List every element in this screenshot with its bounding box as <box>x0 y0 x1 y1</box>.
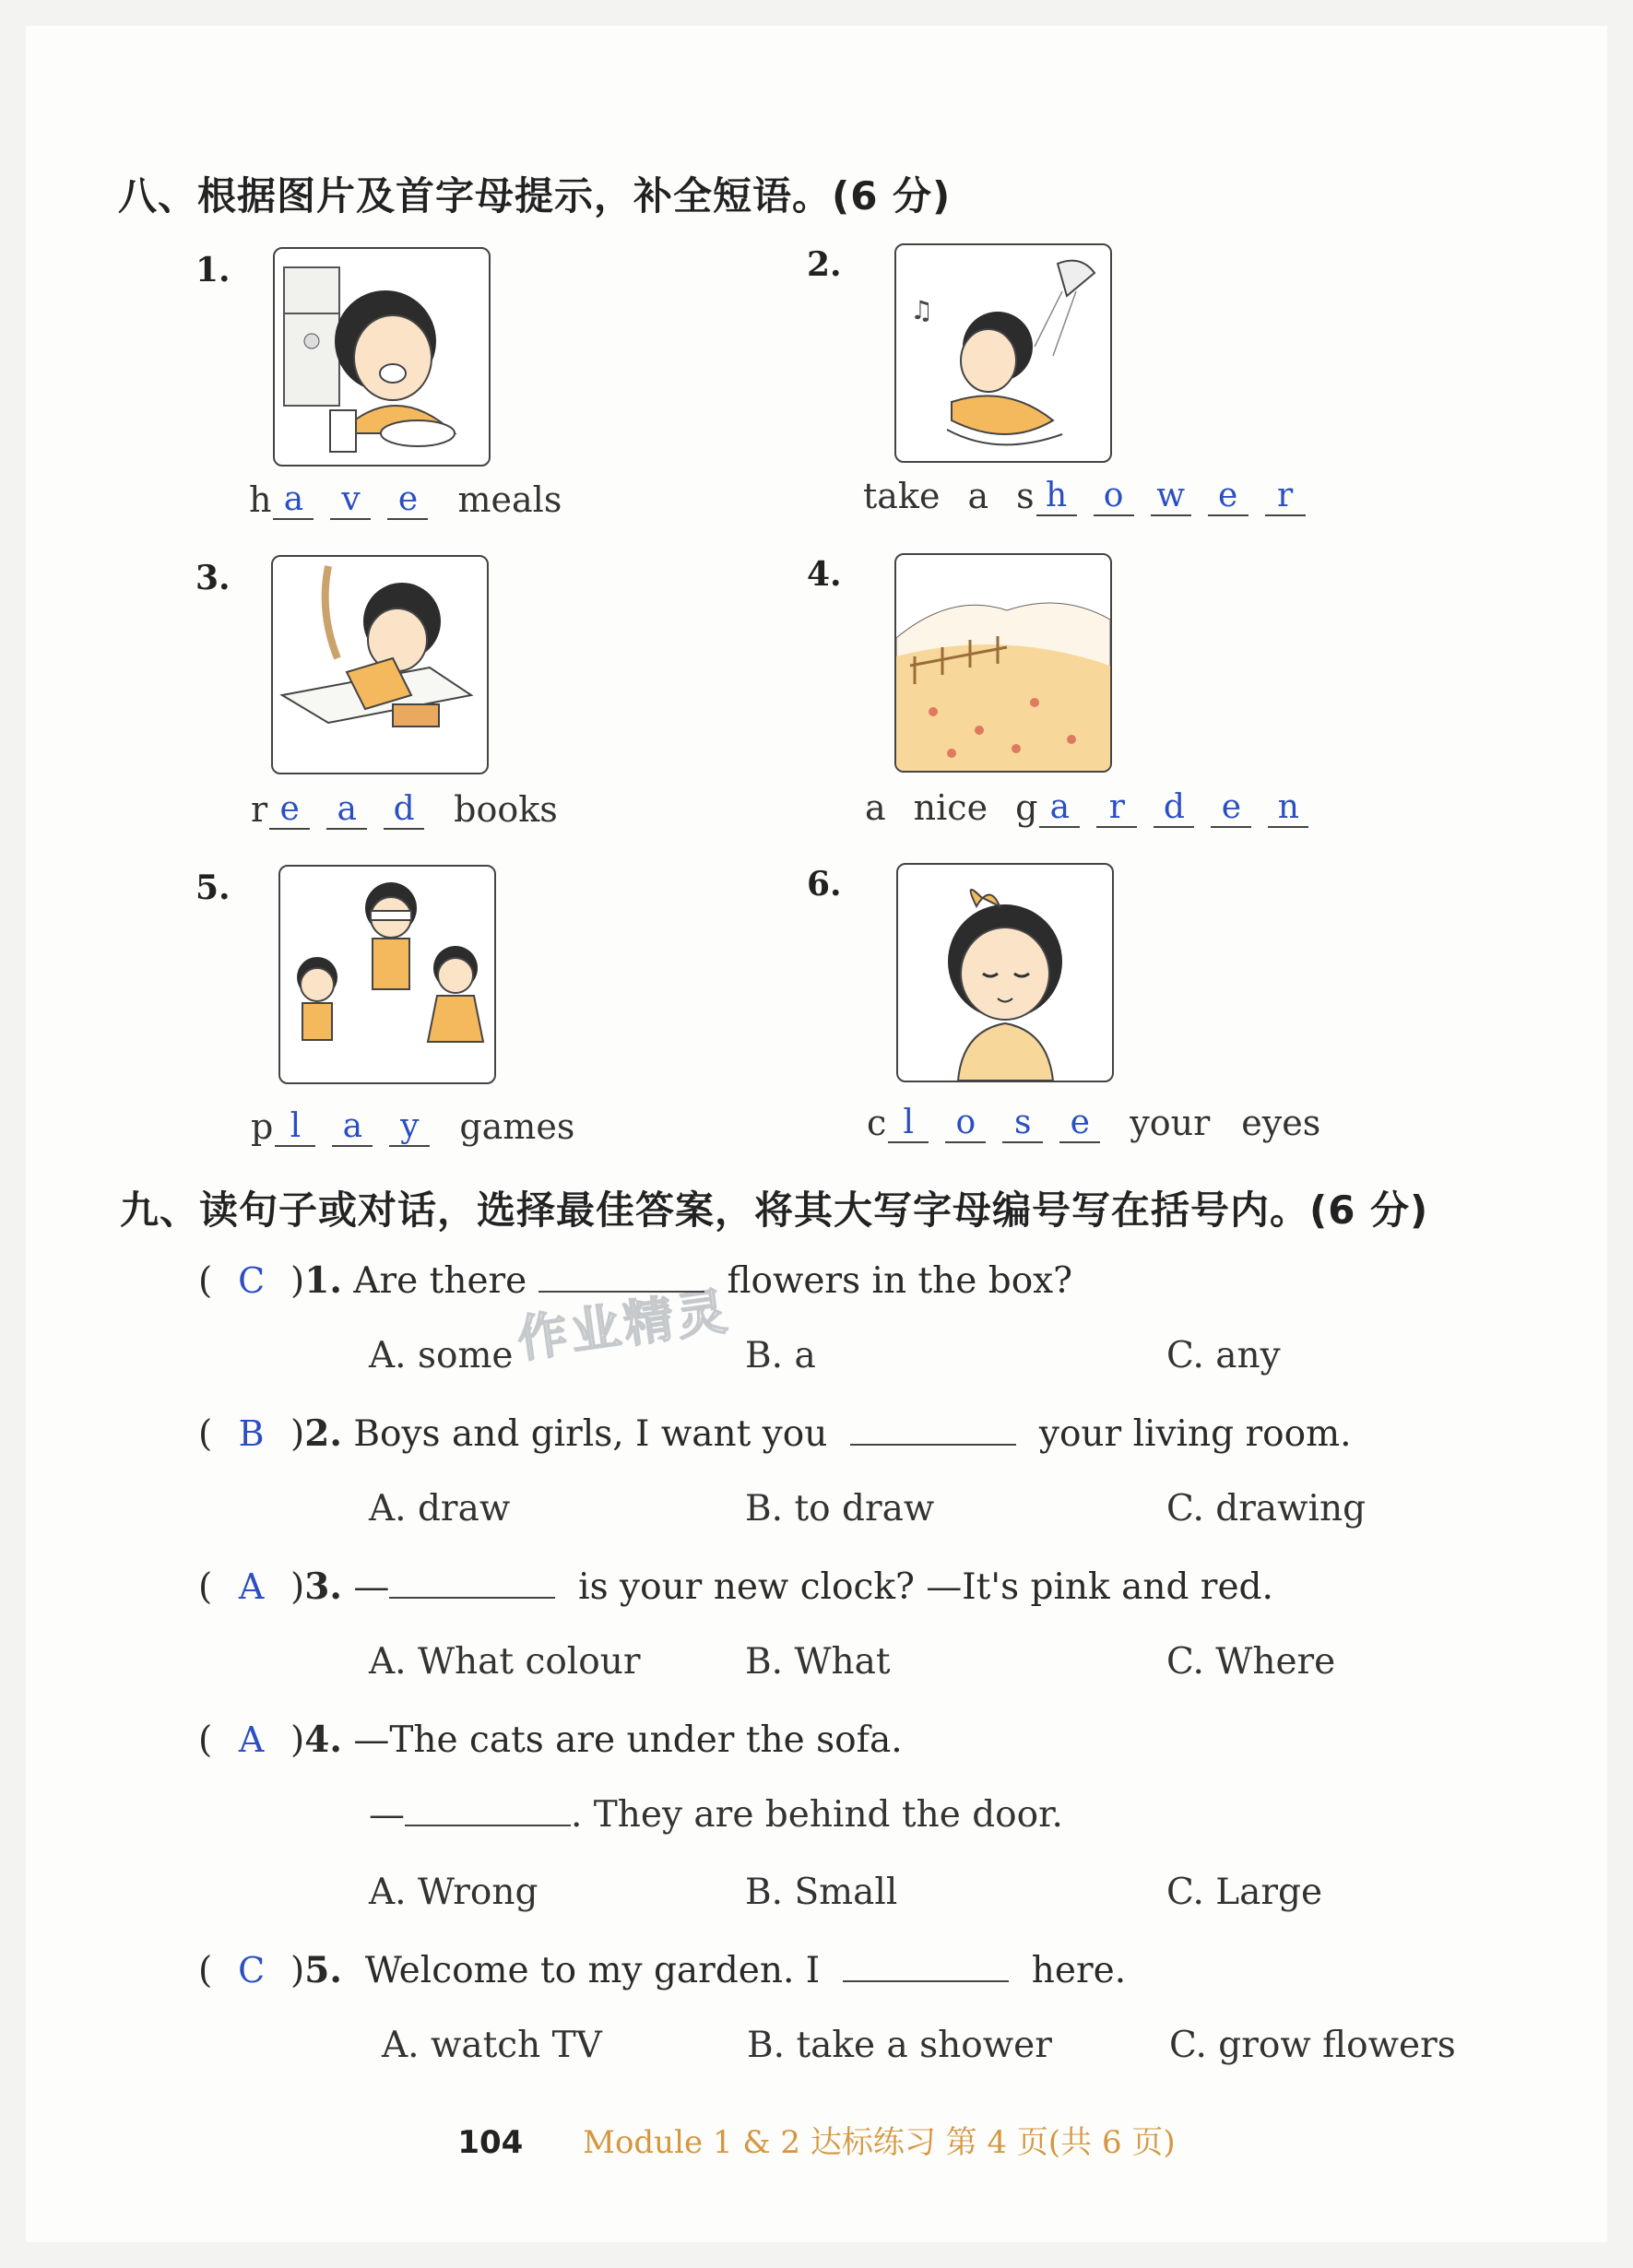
question-2: ( B )2. Boys and girls, I want you your living room. <box>198 1412 1352 1455</box>
answer-blank[interactable] <box>538 1263 704 1293</box>
letter-slot[interactable]: r <box>1096 787 1137 828</box>
picture-eating <box>273 247 491 467</box>
phrase-5 <box>251 1106 597 1147</box>
option-c: C. grow flowers <box>1169 2025 1456 2066</box>
letter-slot[interactable]: d <box>1154 787 1194 828</box>
question-5: ( C )5. Welcome to my garden. I here. <box>198 1949 1127 1991</box>
word: g <box>1015 787 1038 828</box>
answer-blank[interactable] <box>405 1797 571 1826</box>
item-number: 6. <box>807 865 842 904</box>
item-number: 2. <box>807 245 842 284</box>
letter-slot[interactable]: e <box>1208 476 1248 516</box>
section-8-title: 八、根据图片及首字母提示，补全短语。(6 分) <box>118 173 952 219</box>
phrase-3 <box>251 789 580 830</box>
question-4-line-2: — . They are behind the door. <box>369 1794 1063 1836</box>
answer-blank[interactable] <box>389 1569 555 1599</box>
option-c: C. Where <box>1166 1641 1336 1683</box>
word: books <box>454 789 558 830</box>
option-b: B. take a shower <box>747 2025 1052 2066</box>
phrase-1 <box>249 479 584 520</box>
option-b: B. to draw <box>745 1488 935 1530</box>
letter-slot[interactable]: e <box>1059 1103 1100 1143</box>
picture-closing-eyes <box>896 863 1114 1082</box>
answer-blank[interactable] <box>850 1416 1016 1446</box>
word: p <box>251 1106 274 1147</box>
answer-slot[interactable]: A <box>238 1566 265 1607</box>
letter-slot[interactable]: s <box>1002 1103 1043 1143</box>
item-number: 3. <box>195 559 231 597</box>
phrase-6 <box>867 1103 1343 1143</box>
word: games <box>459 1106 575 1147</box>
svg-text:♫: ♫ <box>910 295 934 325</box>
letter-slot[interactable]: y <box>389 1106 430 1147</box>
letter-slot[interactable]: o <box>945 1103 986 1143</box>
option-a: A. What colour <box>369 1641 641 1683</box>
letter-slot[interactable]: e <box>387 479 428 520</box>
letter-slot[interactable]: e <box>1211 787 1251 828</box>
letter-slot[interactable]: h <box>1036 476 1077 516</box>
word: h <box>249 479 272 520</box>
word: r <box>251 789 268 830</box>
word: nice <box>913 787 988 828</box>
option-c: C. any <box>1166 1335 1281 1376</box>
letter-slot[interactable]: r <box>1265 476 1306 516</box>
page-number: 104 <box>457 2124 524 2161</box>
word: a <box>865 787 886 828</box>
answer-slot[interactable]: B <box>238 1413 265 1454</box>
word: c <box>867 1103 887 1143</box>
letter-slot[interactable]: e <box>269 789 310 830</box>
letter-slot[interactable]: o <box>1094 476 1134 516</box>
letter-slot[interactable]: a <box>273 479 314 520</box>
letter-slot[interactable]: l <box>888 1103 929 1143</box>
option-a: A. Wrong <box>369 1872 538 1913</box>
phrase-4 <box>865 787 1325 828</box>
word: take <box>863 476 941 516</box>
answer-slot[interactable]: A <box>238 1719 265 1760</box>
picture-playing <box>278 865 496 1084</box>
option-c: C. drawing <box>1166 1488 1367 1530</box>
picture-shower <box>894 243 1112 463</box>
question-3: ( A )3. — is your new clock? —It's pink and red. <box>198 1565 1273 1608</box>
letter-slot[interactable]: v <box>330 479 371 520</box>
word: meals <box>457 479 562 520</box>
word: your <box>1130 1103 1211 1143</box>
letter-slot[interactable]: w <box>1151 476 1191 516</box>
word: s <box>1016 476 1035 516</box>
option-b: B. Small <box>745 1872 898 1913</box>
letter-slot[interactable]: a <box>332 1106 373 1147</box>
item-number: 4. <box>807 555 842 594</box>
option-c: C. Large <box>1166 1872 1323 1913</box>
watermark: 作业精灵 <box>514 1282 734 1369</box>
letter-slot[interactable]: d <box>384 789 424 830</box>
section-9-title: 九、读句子或对话，选择最佳答案，将其大写字母编号写在括号内。(6 分) <box>120 1187 1429 1233</box>
letter-slot[interactable]: a <box>326 789 367 830</box>
item-number: 5. <box>195 868 231 907</box>
answer-slot[interactable]: C <box>238 1950 266 1990</box>
option-b: B. What <box>745 1641 891 1683</box>
item-number: 1. <box>195 251 231 289</box>
answer-blank[interactable] <box>843 1953 1009 1982</box>
word: eyes <box>1241 1103 1321 1143</box>
word: a <box>967 476 989 516</box>
letter-slot[interactable]: a <box>1039 787 1080 828</box>
picture-reading <box>271 555 489 774</box>
question-1: ( C )1. Are there flowers in the box? <box>198 1259 1073 1302</box>
option-a: A. watch TV <box>382 2025 602 2066</box>
answer-slot[interactable]: C <box>238 1260 266 1301</box>
footer-info: Module 1 & 2 达标练习 第 4 页(共 6 页) <box>583 2124 1176 2161</box>
page-footer <box>0 2117 1633 2162</box>
phrase-2 <box>863 476 1322 516</box>
option-a: A. draw <box>369 1488 511 1530</box>
letter-slot[interactable]: n <box>1268 787 1308 828</box>
option-a: A. some <box>369 1335 514 1376</box>
option-b: B. a <box>745 1335 816 1376</box>
picture-garden <box>894 553 1112 773</box>
question-4: ( A )4. —The cats are under the sofa. <box>198 1719 903 1761</box>
letter-slot[interactable]: l <box>275 1106 315 1147</box>
